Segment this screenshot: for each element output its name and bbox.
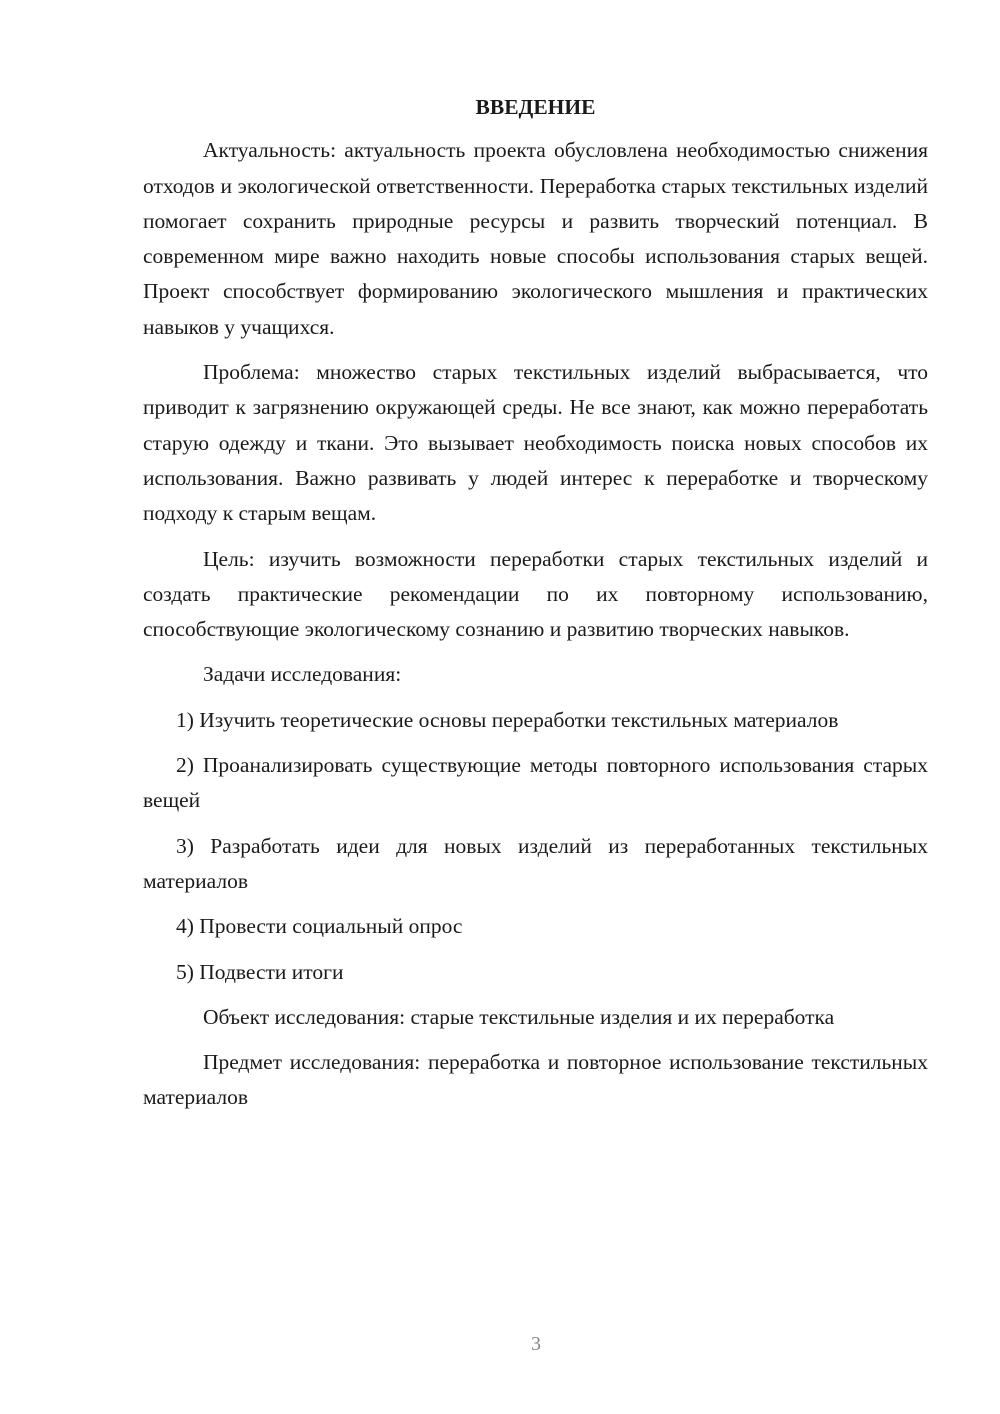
problem-paragraph: Проблема: множество старых текстильных изделий выбрасывается, что приводит к загрязнению окружающей среды. Не все знают, как можно переработать старую одежду и ткани. Это вызывает необходимость поиска новых способов их использования. Важно развивать у людей интерес к переработке и творческому подходу к старым вещам.: [143, 360, 928, 526]
task-item-2: 2) Проанализировать существующие методы повторного использования старых вещей: [143, 753, 928, 813]
tasks-heading: Задачи исследования:: [203, 662, 402, 687]
task-item-1: 1) Изучить теоретические основы переработки текстильных материалов: [176, 707, 839, 732]
page-number: 3: [531, 1333, 541, 1355]
goal-paragraph: Цель: изучить возможности переработки старых текстильных изделий и создать практические рекомендации по их повторному использованию, способствующие экологическому сознанию и развитию творческих навыков.: [143, 546, 928, 642]
page-title: ВВЕДЕНИЕ: [475, 95, 596, 119]
task-item-3: 3) Разработать идеи для новых изделий из переработанных текстильных материалов: [143, 833, 928, 893]
subject-paragraph: Предмет исследования: переработка и повторное использование текстильных материалов: [143, 1050, 928, 1110]
task-item-4: 4) Провести социальный опрос: [176, 914, 463, 939]
task-item-5: 5) Подвести итоги: [176, 959, 344, 984]
relevance-paragraph: Актуальность: актуальность проекта обусловлена необходимостью снижения отходов и экологической ответственности. Переработка старых текстильных изделий помогает сохранить природные ресурсы и развить творческий потенциал. В современном мире важно находить новые способы использования старых вещей. Проект способствует формированию экологического мышления и практических навыков у учащихся.: [143, 138, 928, 339]
document-page: [143, 90, 928, 1126]
object-paragraph: Объект исследования: старые текстильные изделия и их переработка: [203, 1004, 835, 1029]
